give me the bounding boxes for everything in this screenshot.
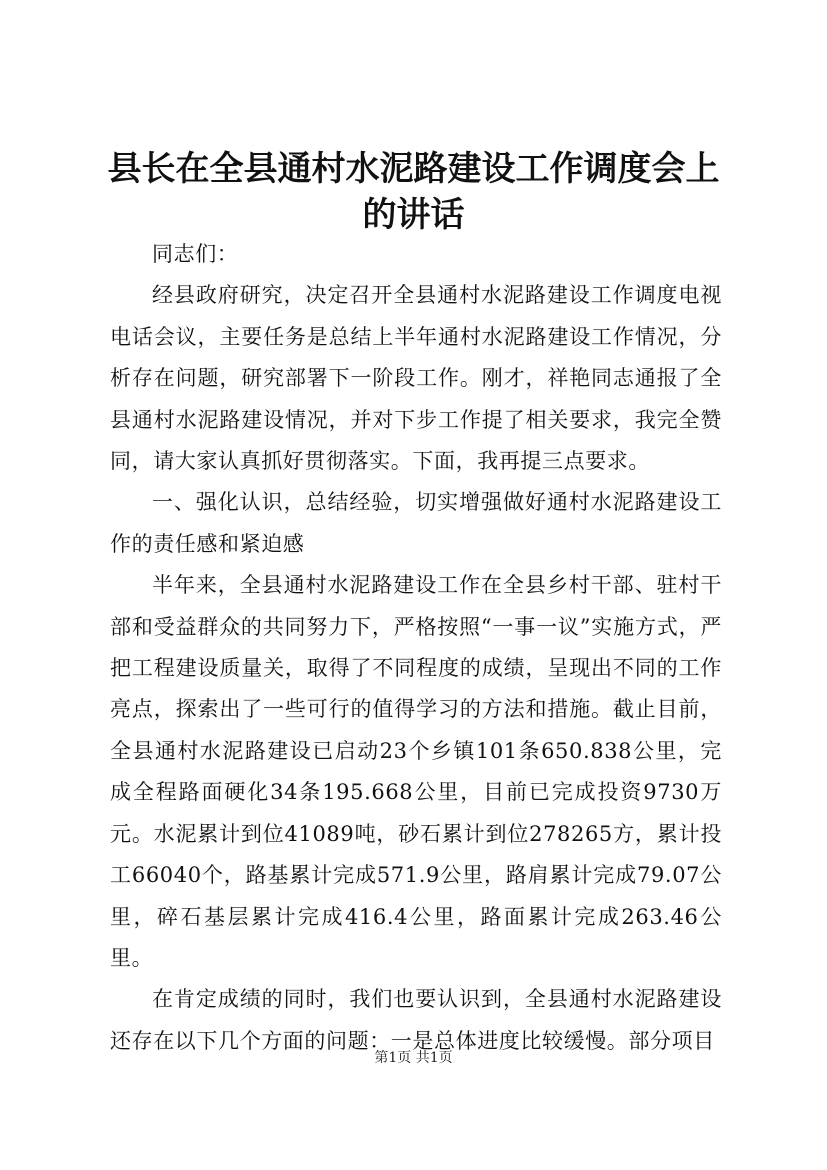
paragraph-salutation: 同志们： (152, 242, 239, 266)
document-body (110, 234, 722, 1062)
paragraph-achievements: 半年来，全县通村水泥路建设工作在全县乡村干部、驻村干部和受益群众的共同努力下，严格按照“一事一议”实施方式，严把工程建设质量关，取得了不同程度的成绩，呈现出不同的工作亮点，探索出了一些可行的值得学习的方法和措施。截止目前，全县通村水泥路建设已启动23个乡镇101条650.838公里，完成全程路面硬化34条195.668公里，目前已完成投资9730万元。水泥累计到位41089吨，砂石累计到位278265方，累计投工66040个，路基累计完成571.9公里，路肩累计完成79.07公里，碎石基层累计完成416.4公里，路面累计完成263.46公里。 (110, 573, 722, 970)
paragraph-intro: 经县政府研究，决定召开全县通村水泥路建设工作调度电视电话会议，主要任务是总结上半年通村水泥路建设工作情况，分析存在问题，研究部署下一阶段工作。刚才，祥艳同志通报了全县通村水泥路建设情况，并对下步工作提了相关要求，我完全赞同，请大家认真抓好贯彻落实。下面，我再提三点要求。 (110, 283, 722, 474)
section-heading-1: 一、强化认识，总结经验，切实增强做好通村水泥路建设工作的责任感和紧迫感 (110, 490, 722, 556)
paragraph-problems: 在肯定成绩的同时，我们也要认识到，全县通村水泥路建设还存在以下几个方面的问题：一是总体进度比较缓慢。部分项目 (110, 987, 722, 1053)
document-title: 县长在全县通村水泥路建设工作调度会上的讲话 (107, 149, 720, 235)
page-footer: 第1页 共1页 (374, 1050, 453, 1066)
